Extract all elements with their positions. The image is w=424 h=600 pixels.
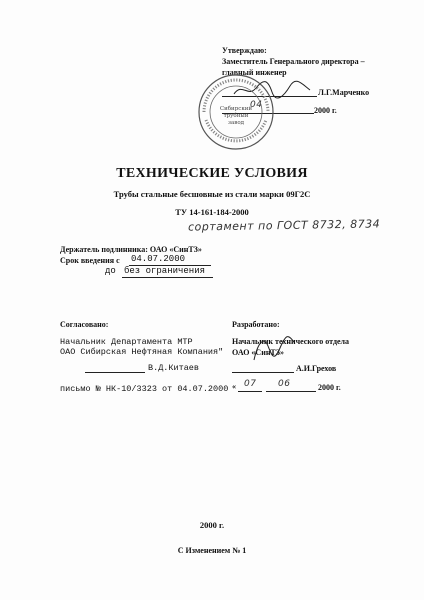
developed-name: А.И.Грехов: [296, 364, 337, 373]
svg-text:завод: завод: [227, 120, 245, 126]
approval-date-year: 2000 г.: [314, 106, 337, 115]
approval-position-line2: главный инженер: [222, 68, 287, 77]
developer-signature-line: [232, 372, 294, 373]
agreed-letter: письмо № НК-10/3323 от 04.07.2000: [60, 384, 229, 394]
approval-name: Л.Г.Марченко: [318, 88, 370, 97]
document-subtitle: Трубы стальные бесшовные из стали марки 09Г2С: [113, 189, 311, 199]
agreed-name: В.Д.Китаев: [148, 363, 200, 373]
handwritten-note: сортамент по ГОСТ 8732, 8734: [187, 217, 381, 234]
footer-changes: С Изменением № 1: [177, 546, 247, 555]
intro-date-value: 04.07.2000: [131, 254, 186, 264]
until-underline: [122, 277, 213, 278]
approval-position-line1: Заместитель Генерального директора –: [222, 57, 365, 66]
developed-date-month: 06: [278, 379, 291, 389]
developed-date-day: 07: [244, 379, 257, 389]
developed-heading: Разработано:: [232, 320, 280, 329]
approval-date-day: 04: [250, 100, 263, 110]
agreed-heading: Согласовано:: [60, 320, 109, 329]
intro-date-label: Срок введения с: [60, 256, 120, 265]
company-seal-icon: [196, 72, 276, 152]
developed-date-month-line: [266, 391, 316, 392]
developed-date-open-quote: «: [232, 382, 236, 391]
agreed-position-line2: ОАО Сибирская Нефтяная Компания": [60, 347, 224, 357]
svg-text:трубный: трубный: [223, 113, 249, 119]
agreed-position-line1: Начальник Департамента МТР: [60, 337, 193, 347]
svg-text:Сибирский: Сибирский: [219, 106, 253, 112]
tu-number: ТУ 14-161-184-2000: [175, 207, 249, 217]
holder-label: Держатель подлинника: ОАО «СинТЗ»: [60, 245, 202, 254]
document-title: ТЕХНИЧЕСКИЕ УСЛОВИЯ: [116, 166, 308, 181]
until-value: без ограничения: [124, 266, 206, 276]
developer-signature-icon: [250, 332, 298, 364]
developed-position-line1: Начальник технического отдела: [232, 337, 350, 346]
developed-date-year: 2000 г.: [318, 383, 341, 392]
until-prefix: до: [105, 266, 116, 276]
developed-position-line2: ОАО «СинТЗ»: [232, 348, 284, 357]
agreed-signature-line: [85, 372, 145, 373]
footer-year: 2000 г.: [199, 520, 225, 530]
approval-heading: Утверждаю:: [222, 46, 267, 55]
developed-date-day-line: [238, 391, 262, 392]
